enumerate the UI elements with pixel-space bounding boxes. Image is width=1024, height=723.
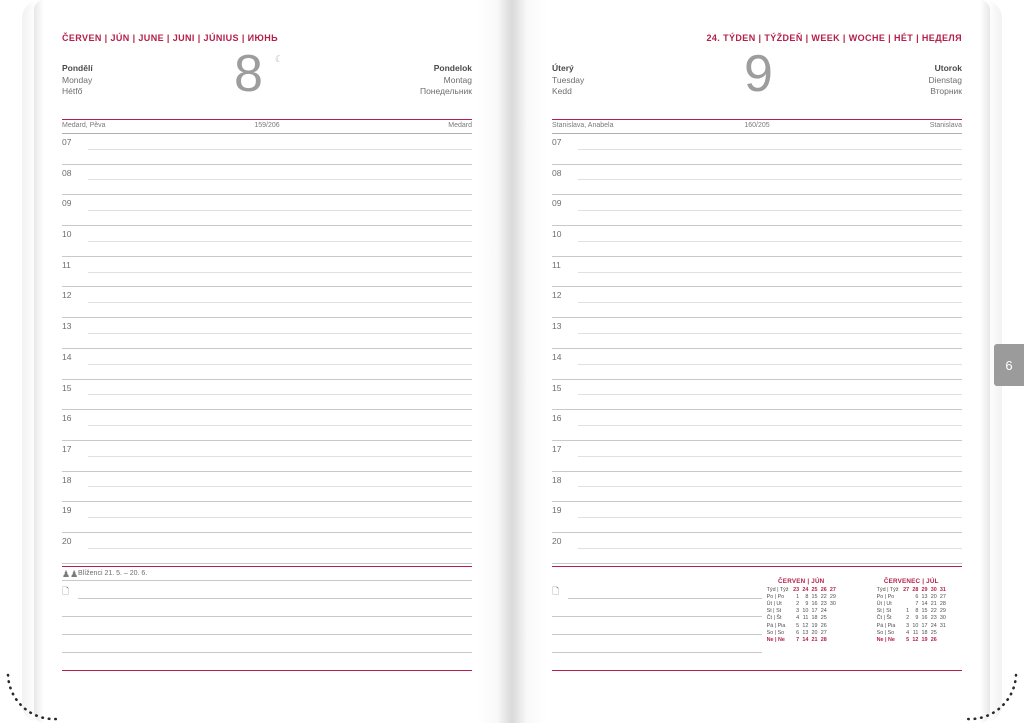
accent-rule-bottom-left xyxy=(62,670,472,671)
weekday-label: So | So xyxy=(766,629,785,636)
hour-row[interactable] xyxy=(62,410,472,441)
day-cell: 5 xyxy=(906,636,910,643)
hour-label: 14 xyxy=(62,351,72,362)
weekday-label: Čt | Št xyxy=(766,615,782,622)
day-cell: 7 xyxy=(796,636,800,643)
mini-calendar-row xyxy=(875,594,948,601)
day-cell: 31 xyxy=(939,622,946,629)
hour-label: 10 xyxy=(62,229,72,240)
half-hour-rule xyxy=(578,210,962,211)
day-cell: 24 xyxy=(820,608,827,615)
half-hour-rule xyxy=(88,241,472,242)
half-hour-rule xyxy=(88,394,472,395)
half-hour-rule xyxy=(88,302,472,303)
day-cell xyxy=(828,608,837,615)
mini-calendar-row-sunday xyxy=(875,637,948,644)
mini-calendar-title: ČERVENEC | JÚL xyxy=(883,578,939,585)
hour-label: 09 xyxy=(62,198,72,209)
half-hour-rule xyxy=(578,517,962,518)
day-cell: 2 xyxy=(906,615,910,622)
day-number-right: 9 xyxy=(744,45,773,103)
hour-row[interactable] xyxy=(552,502,962,533)
mini-calendar-row xyxy=(765,615,838,622)
day-cell: 24 xyxy=(930,622,937,629)
day-names-left-alt xyxy=(420,63,472,98)
half-hour-rule xyxy=(578,456,962,457)
month-strip-left: ČERVEN | JÚN | JUNE | JUNI | JÚNIUS | ИЮНЬ xyxy=(62,33,278,43)
day-cell: 9 xyxy=(805,600,809,607)
hour-label: 10 xyxy=(552,229,562,240)
half-hour-rule xyxy=(88,210,472,211)
hour-label: 13 xyxy=(552,321,562,332)
half-hour-rule xyxy=(578,548,962,549)
nameday-cs: Stanislava, Anabela xyxy=(552,122,614,129)
mini-calendar-row xyxy=(765,623,838,630)
hour-grid-left xyxy=(62,134,472,564)
day-cell: 15 xyxy=(921,608,928,615)
half-hour-rule xyxy=(88,456,472,457)
day-cell: 23 xyxy=(820,600,827,607)
hour-label: 13 xyxy=(62,321,72,332)
hour-row[interactable] xyxy=(552,257,962,288)
hour-row[interactable] xyxy=(552,195,962,226)
day-cell xyxy=(902,594,911,601)
hour-label: 15 xyxy=(62,382,72,393)
half-hour-rule xyxy=(578,241,962,242)
hour-row[interactable] xyxy=(552,472,962,503)
day-cell: 3 xyxy=(906,622,910,629)
hour-row[interactable] xyxy=(62,165,472,196)
day-name-sk: Utorok xyxy=(934,63,962,73)
mini-calendar-table xyxy=(765,587,838,645)
day-cell: 14 xyxy=(802,636,809,643)
accent-rule-notes-right xyxy=(552,566,962,567)
weekday-label: Po | Po xyxy=(766,593,785,600)
week-number: 25 xyxy=(811,586,818,593)
accent-rule-top-right xyxy=(552,119,962,120)
day-cell: 26 xyxy=(820,622,827,629)
week-number: 27 xyxy=(903,586,910,593)
day-cell: 13 xyxy=(802,629,809,636)
mini-calendar-title: ČERVEN | JÚN xyxy=(778,578,825,585)
day-cell: 1 xyxy=(796,593,800,600)
nameday-sk: Stanislava xyxy=(929,122,962,129)
mini-calendar-row xyxy=(765,630,838,637)
day-cell: 28 xyxy=(939,600,946,607)
left-page xyxy=(22,0,512,723)
day-cell: 28 xyxy=(820,636,827,643)
day-cell: 27 xyxy=(820,629,827,636)
weekday-label: Ne | Ne xyxy=(766,636,785,643)
day-cell xyxy=(828,630,837,637)
day-cell: 29 xyxy=(939,608,946,615)
half-hour-rule xyxy=(88,272,472,273)
weekday-label: Út | Ut xyxy=(876,600,892,607)
hour-row[interactable] xyxy=(552,287,962,318)
moon-phase-icon: ☾ xyxy=(275,54,284,64)
day-cell: 17 xyxy=(921,622,928,629)
half-hour-rule xyxy=(578,272,962,273)
mini-calendar-row xyxy=(765,594,838,601)
half-hour-rule xyxy=(578,179,962,180)
weekday-label: St | St xyxy=(876,608,892,615)
day-name-en: Tuesday xyxy=(552,74,585,85)
hour-row[interactable] xyxy=(552,410,962,441)
mini-calendar-week-header xyxy=(765,587,838,594)
day-cell: 23 xyxy=(930,615,937,622)
hour-row[interactable] xyxy=(62,134,472,165)
day-cell: 29 xyxy=(829,593,836,600)
day-name-cs: Úterý xyxy=(552,63,574,73)
nameday-cs: Medard, Pěva xyxy=(62,122,106,129)
day-cell: 20 xyxy=(811,629,818,636)
week-number: 27 xyxy=(829,586,836,593)
hour-row[interactable] xyxy=(552,134,962,165)
accent-rule-zodiac-left xyxy=(62,566,472,567)
weekday-label: Ne | Ne xyxy=(876,636,895,643)
hour-row[interactable] xyxy=(62,349,472,380)
day-cell: 25 xyxy=(820,615,827,622)
hour-row[interactable] xyxy=(62,287,472,318)
hour-label: 14 xyxy=(552,351,562,362)
day-cell: 16 xyxy=(921,615,928,622)
hour-label: 19 xyxy=(552,505,562,516)
note-rule[interactable] xyxy=(552,634,762,635)
hour-label: 07 xyxy=(552,137,562,147)
day-cell: 6 xyxy=(915,593,919,600)
day-count: 160/205 xyxy=(744,122,770,129)
mini-calendar-row xyxy=(875,601,948,608)
hour-row[interactable] xyxy=(552,318,962,349)
note-rule[interactable] xyxy=(552,652,762,653)
weekday-label: Čt | Št xyxy=(876,615,892,622)
hour-label: 12 xyxy=(552,290,562,301)
hour-row[interactable] xyxy=(62,441,472,472)
day-cell: 20 xyxy=(930,593,937,600)
half-hour-rule xyxy=(578,333,962,334)
day-cell: 12 xyxy=(912,636,919,643)
day-cell: 30 xyxy=(829,600,836,607)
day-cell: 30 xyxy=(939,615,946,622)
mini-calendar-row xyxy=(765,601,838,608)
weekday-label: Pá | Pia xyxy=(766,622,786,629)
day-cell: 26 xyxy=(930,636,937,643)
hour-label: 16 xyxy=(62,413,72,424)
hour-row[interactable] xyxy=(62,533,472,564)
day-cell xyxy=(902,601,911,608)
accent-rule-top-left xyxy=(62,119,472,120)
zodiac-label: Blíženci 21. 5. – 20. 6. xyxy=(78,570,148,577)
day-cell: 7 xyxy=(915,600,919,607)
hour-label: 11 xyxy=(62,259,71,270)
hour-row[interactable] xyxy=(62,226,472,257)
mini-calendar-row xyxy=(875,623,948,630)
mini-calendar-row xyxy=(875,630,948,637)
day-cell: 3 xyxy=(796,608,800,615)
week-number: 29 xyxy=(921,586,928,593)
day-cell xyxy=(828,637,837,644)
half-hour-rule xyxy=(578,364,962,365)
day-name-sk: Pondelok xyxy=(433,63,472,73)
day-name-cs: Pondělí xyxy=(62,63,93,73)
day-cell: 16 xyxy=(811,600,818,607)
hour-label: 17 xyxy=(62,443,72,454)
week-label: Týd | Týž xyxy=(766,586,789,593)
day-cell: 11 xyxy=(802,615,809,622)
accent-rule-bottom-right xyxy=(552,670,962,671)
mini-calendar-row-sunday xyxy=(765,637,838,644)
half-hour-rule xyxy=(578,302,962,303)
week-number: 30 xyxy=(930,586,937,593)
half-hour-rule xyxy=(88,364,472,365)
week-strip-right: 24. TÝDEN | TÝŽDEŇ | WEEK | WOCHE | HÉT | НЕДЕЛЯ xyxy=(706,33,962,43)
hour-row[interactable] xyxy=(62,380,472,411)
day-name-ru: Понедельник xyxy=(419,86,472,96)
day-name-ru: Вторник xyxy=(930,86,962,96)
day-cell: 13 xyxy=(921,593,928,600)
hour-row[interactable] xyxy=(62,257,472,288)
note-rule[interactable] xyxy=(62,652,472,653)
mini-calendar-july xyxy=(875,578,948,644)
day-cell: 8 xyxy=(805,593,809,600)
half-hour-rule xyxy=(578,394,962,395)
half-hour-rule xyxy=(88,548,472,549)
week-number: 26 xyxy=(820,586,827,593)
hour-row[interactable] xyxy=(552,165,962,196)
day-cell: 18 xyxy=(811,615,818,622)
day-cell: 17 xyxy=(811,608,818,615)
hour-label: 12 xyxy=(62,290,72,301)
hour-label: 17 xyxy=(552,443,562,454)
hour-row[interactable] xyxy=(62,502,472,533)
day-cell: 21 xyxy=(930,600,937,607)
day-cell: 22 xyxy=(930,608,937,615)
hour-label: 20 xyxy=(62,535,72,546)
mini-calendar-week-header xyxy=(875,587,948,594)
gemini-zodiac-icon: ♟♟ xyxy=(62,569,79,579)
day-cell: 2 xyxy=(796,600,800,607)
hour-label: 08 xyxy=(62,167,72,178)
half-hour-rule xyxy=(88,179,472,180)
day-name-de: Montag xyxy=(443,74,472,85)
day-cell: 1 xyxy=(906,608,910,615)
week-number: 23 xyxy=(793,586,800,593)
week-number: 24 xyxy=(802,586,809,593)
hour-grid-right xyxy=(552,134,962,564)
note-page-icon: 🗋 xyxy=(552,586,560,596)
hour-row[interactable] xyxy=(552,226,962,257)
day-cell: 15 xyxy=(811,593,818,600)
day-cell: 4 xyxy=(906,629,910,636)
note-rule xyxy=(62,580,472,581)
half-hour-rule xyxy=(88,486,472,487)
day-cell xyxy=(828,615,837,622)
day-cell: 21 xyxy=(811,636,818,643)
day-cell xyxy=(938,630,947,637)
day-names-right-alt xyxy=(928,63,962,98)
weekday-label: Út | Ut xyxy=(766,600,782,607)
weekday-label: St | St xyxy=(766,608,782,615)
day-name-en: Monday xyxy=(62,74,93,85)
day-cell: 6 xyxy=(796,629,800,636)
week-number: 28 xyxy=(912,586,919,593)
note-page-icon: 🗋 xyxy=(62,586,70,596)
half-hour-rule xyxy=(88,425,472,426)
hour-label: 15 xyxy=(552,382,562,393)
day-cell: 5 xyxy=(796,622,800,629)
hour-label: 20 xyxy=(552,535,562,546)
day-name-hu: Hétfő xyxy=(62,86,83,96)
note-rule[interactable] xyxy=(552,616,762,617)
mini-calendar-june xyxy=(765,578,838,644)
hour-row[interactable] xyxy=(62,195,472,226)
day-names-left xyxy=(62,63,93,98)
day-cell: 19 xyxy=(921,636,928,643)
day-cell: 8 xyxy=(915,608,919,615)
half-hour-rule xyxy=(578,486,962,487)
weekday-label: Po | Po xyxy=(876,593,895,600)
hour-label: 08 xyxy=(552,167,562,178)
day-cell: 22 xyxy=(820,593,827,600)
hour-label: 18 xyxy=(62,474,72,485)
weekday-label: So | So xyxy=(876,629,895,636)
half-hour-rule xyxy=(88,333,472,334)
week-label: Týd | Týž xyxy=(876,586,899,593)
day-cell: 14 xyxy=(921,600,928,607)
day-cell: 10 xyxy=(912,622,919,629)
note-rule[interactable] xyxy=(78,598,472,599)
day-cell: 27 xyxy=(939,593,946,600)
day-cell: 12 xyxy=(802,622,809,629)
half-hour-rule xyxy=(88,517,472,518)
hour-label: 16 xyxy=(552,413,562,424)
month-tab-label: 6 xyxy=(1005,357,1013,373)
half-hour-rule xyxy=(88,149,472,150)
note-rule[interactable] xyxy=(568,598,762,599)
mini-calendar-table xyxy=(875,587,948,645)
half-hour-rule xyxy=(578,425,962,426)
hour-row[interactable] xyxy=(62,318,472,349)
month-tab[interactable] xyxy=(994,344,1024,386)
hour-label: 07 xyxy=(62,137,72,147)
day-name-de: Dienstag xyxy=(928,74,962,85)
hour-row[interactable] xyxy=(552,349,962,380)
day-cell: 11 xyxy=(912,629,919,636)
day-names-right xyxy=(552,63,584,98)
day-count: 159/206 xyxy=(254,122,280,129)
half-hour-rule xyxy=(578,149,962,150)
nameday-sk: Medard xyxy=(448,122,472,129)
day-cell: 10 xyxy=(802,608,809,615)
hour-row[interactable] xyxy=(62,472,472,503)
day-name-hu: Kedd xyxy=(552,86,572,96)
hour-row[interactable] xyxy=(552,533,962,564)
note-rule[interactable] xyxy=(62,634,472,635)
hour-label: 11 xyxy=(552,259,561,270)
hour-label: 09 xyxy=(552,198,562,209)
day-cell: 9 xyxy=(915,615,919,622)
note-rule[interactable] xyxy=(62,616,472,617)
mini-calendar-row xyxy=(875,615,948,622)
day-cell: 19 xyxy=(811,622,818,629)
hour-row[interactable] xyxy=(552,380,962,411)
day-cell xyxy=(828,623,837,630)
hour-label: 19 xyxy=(62,505,72,516)
day-cell: 4 xyxy=(796,615,800,622)
day-cell xyxy=(938,637,947,644)
right-page xyxy=(512,0,1002,723)
week-number: 31 xyxy=(939,586,946,593)
hour-row[interactable] xyxy=(552,441,962,472)
hour-label: 18 xyxy=(552,474,562,485)
weekday-label: Pá | Pia xyxy=(876,622,896,629)
day-number-left: 8 xyxy=(234,45,263,103)
day-cell: 18 xyxy=(921,629,928,636)
day-cell: 25 xyxy=(930,629,937,636)
